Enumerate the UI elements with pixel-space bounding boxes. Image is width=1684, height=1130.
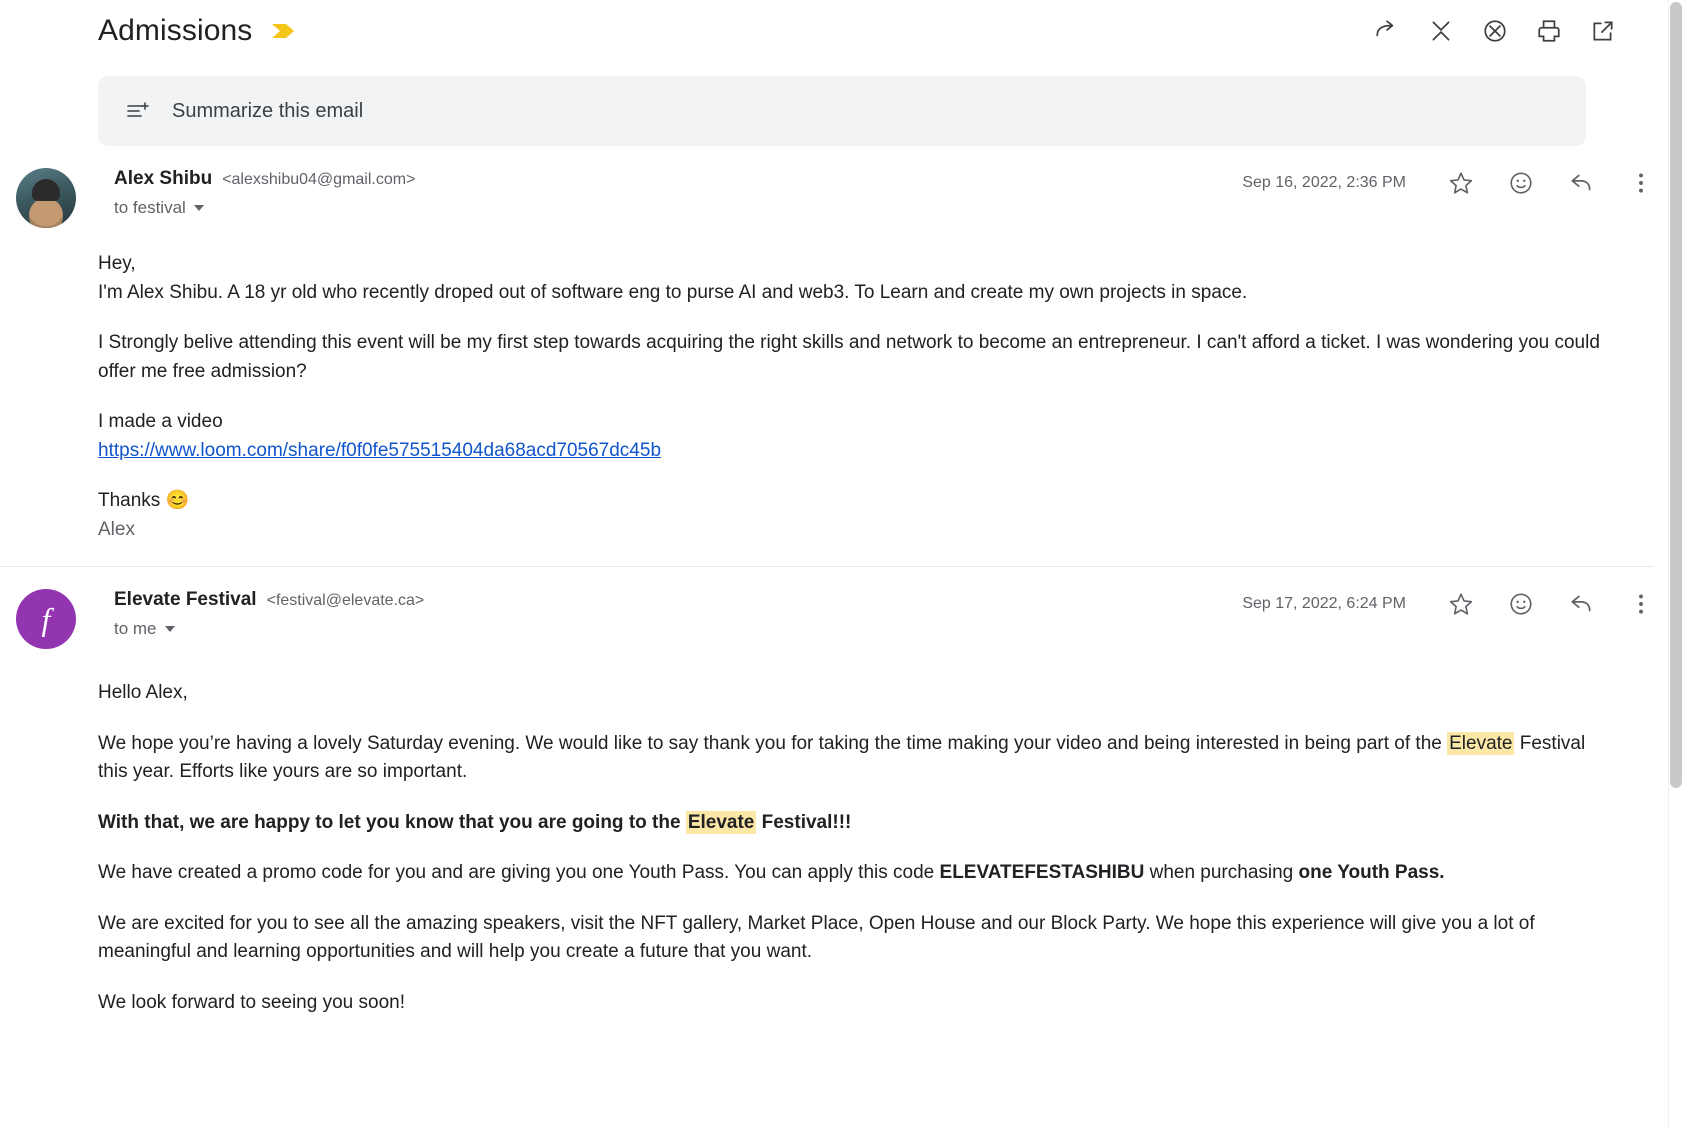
add-reaction-icon[interactable] (1508, 591, 1534, 617)
body-text: We hope you’re having a lovely Saturday evening. We would like to say thank you for taking the time making your video and being interested in being part of the (98, 732, 1448, 754)
chevron-down-icon (194, 205, 204, 211)
sender-email: <festival@elevate.ca> (266, 592, 425, 609)
smile-emoji-icon: 😊 (165, 490, 190, 511)
message-date: Sep 17, 2022, 6:24 PM (1242, 595, 1406, 612)
collapse-all-icon[interactable] (1428, 18, 1454, 44)
promo-code: ELEVATEFESTASHIBU (939, 862, 1145, 883)
body-thanks (98, 487, 1604, 516)
scrollbar-thumb[interactable] (1670, 2, 1682, 788)
summarize-email-button[interactable] (98, 76, 1586, 146)
body-text: Festival this year. Efforts like yours are so important. (98, 732, 1586, 782)
star-icon[interactable] (1448, 591, 1474, 617)
page-title: Admissions (98, 14, 253, 47)
body-paragraph-bold (98, 809, 1604, 838)
recipient-label: to me (114, 619, 157, 638)
body-text: With that, we are happy to let you know that you are going to the (98, 811, 686, 833)
more-options-icon[interactable] (1628, 170, 1654, 196)
star-icon[interactable] (1448, 170, 1474, 196)
message-actions (1242, 589, 1654, 617)
open-in-new-window-icon[interactable] (1590, 18, 1616, 44)
thread-header (0, 0, 1684, 62)
body-text-bold: one Youth Pass. (1298, 862, 1445, 883)
body-paragraph: I made a video (98, 411, 223, 432)
print-icon[interactable] (1536, 18, 1562, 44)
video-link[interactable]: https://www.loom.com/share/f0f0fe575515404da68acd70567dc45b (98, 439, 662, 461)
body-text: We have created a promo code for you and are giving you one Youth Pass. You can apply this code (98, 862, 940, 883)
summarize-icon (126, 100, 150, 122)
highlighted-term: Elevate (687, 811, 755, 833)
recipient-label: to festival (114, 198, 186, 217)
body-paragraph: We are excited for you to see all the amazing speakers, visit the NFT gallery, Market Place, Open House and our Block Party. We hope this experience will give you a lot of meaningful and learning opportunities and will help you create a future that you want. (98, 912, 1535, 962)
message-header (0, 146, 1654, 228)
body-paragraph: We look forward to seeing you soon! (98, 991, 405, 1013)
message-header (0, 567, 1654, 649)
body-paragraph (98, 859, 1604, 888)
more-options-icon[interactable] (1628, 591, 1654, 617)
body-paragraph: I'm Alex Shibu. A 18 yr old who recently droped out of software eng to purse AI and web3. To Learn and create my own projects in space. (98, 281, 1248, 303)
add-reaction-icon[interactable] (1508, 170, 1534, 196)
message-item (0, 146, 1684, 567)
body-text: when purchasing (1144, 862, 1299, 883)
label-chip-icon[interactable] (270, 21, 296, 41)
avatar[interactable] (16, 589, 76, 649)
scrollbar[interactable] (1668, 0, 1684, 1130)
avatar[interactable] (16, 168, 76, 228)
recipient-toggle[interactable] (114, 198, 1242, 218)
block-icon[interactable] (1482, 18, 1508, 44)
message-item (0, 567, 1684, 1017)
body-paragraph: I Strongly belive attending this event will be my first step towards acquiring the right skills and network to become an entrepreneur. I can't afford a ticket. I was wondering you could offer me free admission? (98, 332, 1600, 382)
sender-email: <alexshibu04@gmail.com> (222, 171, 416, 188)
sender-name: Alex Shibu (114, 168, 213, 189)
body-signature: Alex (98, 518, 135, 540)
header-actions (1374, 18, 1654, 44)
thanks-text: Thanks (98, 490, 161, 511)
message-body (0, 228, 1654, 544)
forward-icon[interactable] (1374, 18, 1400, 44)
chevron-down-icon (165, 626, 175, 632)
sender-name: Elevate Festival (114, 589, 257, 610)
message-actions (1242, 168, 1654, 196)
summarize-label: Summarize this email (172, 99, 364, 122)
reply-icon[interactable] (1568, 170, 1594, 196)
reply-icon[interactable] (1568, 591, 1594, 617)
avatar-letter: f (41, 600, 51, 637)
body-greeting: Hello Alex, (98, 682, 188, 703)
body-paragraph (98, 730, 1604, 787)
message-body (0, 649, 1654, 1017)
body-text: Festival!!! (756, 811, 852, 833)
body-greeting: Hey, (98, 253, 136, 274)
recipient-toggle[interactable] (114, 619, 1242, 639)
highlighted-term: Elevate (1449, 732, 1513, 754)
message-date: Sep 16, 2022, 2:36 PM (1242, 174, 1406, 191)
